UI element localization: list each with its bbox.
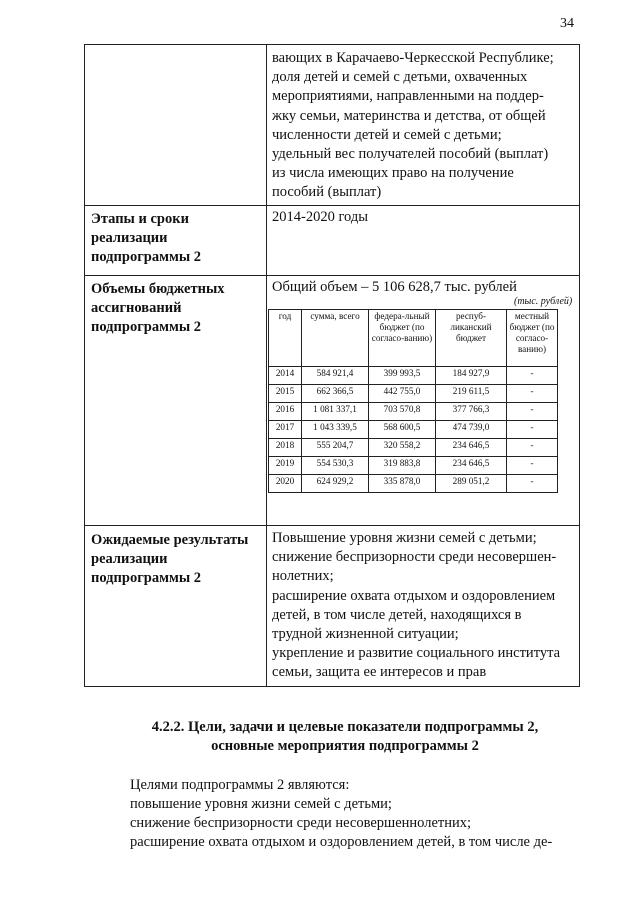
budget-table-header: [269, 310, 558, 367]
text-line: укрепление и развитие социального института: [272, 645, 561, 662]
cell-local: -: [507, 367, 558, 385]
text-line: пособий (выплат): [272, 184, 382, 201]
budget-total: Общий объем – 5 106 628,7 тыс. рублей: [272, 279, 517, 295]
cell-local: -: [507, 421, 558, 439]
budget-label: [91, 280, 261, 338]
text-line: вающих в Карачаево-Черкесской Республике;: [272, 50, 554, 66]
text-line: доля детей и семей с детьми, охваченных: [272, 69, 528, 86]
cell-republic: 474 739,0: [436, 421, 507, 439]
section-heading: [120, 718, 570, 756]
cell-republic: 377 766,3: [436, 403, 507, 421]
text-line: нолетних;: [272, 568, 334, 585]
label-line: подпрограммы 2: [91, 249, 202, 266]
header-republic: респуб-ликанский бюджет: [436, 310, 507, 367]
table-row: [269, 367, 558, 385]
cell-federal: 399 993,5: [369, 367, 436, 385]
cell-year: 2020: [269, 475, 302, 493]
cell-republic: 219 611,5: [436, 385, 507, 403]
cell-republic: 184 927,9: [436, 367, 507, 385]
paragraph-line: повышение уровня жизни семей с детьми;: [130, 796, 392, 812]
cell-total: 624 929,2: [302, 475, 369, 493]
cell-local: -: [507, 475, 558, 493]
continuation-text: [272, 49, 575, 203]
results-label: [91, 531, 261, 589]
cell-republic: 234 646,5: [436, 457, 507, 475]
label-line: Ожидаемые результаты: [91, 532, 249, 548]
column-divider: [266, 45, 267, 686]
text-line: удельный вес получателей пособий (выплат): [272, 146, 549, 163]
cell-year: 2016: [269, 403, 302, 421]
label-line: ассигнований: [91, 300, 182, 317]
table-row: [269, 403, 558, 421]
header-year: год: [269, 310, 302, 367]
text-line: трудной жизненной ситуации;: [272, 626, 459, 643]
label-line: реализации: [91, 230, 168, 247]
label-line: реализации: [91, 551, 168, 568]
header-local: местный бюджет (по согласо-ванию): [507, 310, 558, 367]
cell-federal: 319 883,8: [369, 457, 436, 475]
text-line: Повышение уровня жизни семей с детьми;: [272, 530, 537, 546]
page-number: 34: [560, 16, 574, 31]
cell-local: -: [507, 385, 558, 403]
cell-local: -: [507, 439, 558, 457]
text-line: из числа имеющих право на получение: [272, 165, 514, 182]
text-line: жку семьи, материнства и детства, от общей: [272, 107, 546, 124]
results-text: [272, 529, 575, 683]
label-line: Объемы бюджетных: [91, 281, 225, 297]
header-total: сумма, всего: [302, 310, 369, 367]
header-federal: федера-льный бюджет (по согласо-ванию): [369, 310, 436, 367]
text-line: расширение охвата отдыхом и оздоровлением: [272, 587, 556, 604]
table-row: [269, 421, 558, 439]
cell-total: 662 366,5: [302, 385, 369, 403]
text-line: мероприятиями, направленными на поддер-: [272, 88, 544, 105]
cell-republic: 234 646,5: [436, 439, 507, 457]
row-divider: [85, 525, 579, 526]
passport-table: [84, 44, 580, 687]
paragraph-line: снижение беспризорности среди несовершеннолетних;: [130, 815, 472, 831]
cell-federal: 335 878,0: [369, 475, 436, 493]
table-row: [269, 439, 558, 457]
cell-total: 1 043 339,5: [302, 421, 369, 439]
cell-year: 2017: [269, 421, 302, 439]
text-line: детей, в том числе детей, находящихся в: [272, 606, 522, 623]
cell-year: 2018: [269, 439, 302, 457]
cell-federal: 568 600,5: [369, 421, 436, 439]
cell-federal: 320 558,2: [369, 439, 436, 457]
cell-republic: 289 051,2: [436, 475, 507, 493]
budget-table: [268, 309, 558, 493]
row-divider: [85, 205, 579, 206]
text-line: численности детей и семей с детьми;: [272, 126, 502, 143]
cell-year: 2019: [269, 457, 302, 475]
cell-year: 2015: [269, 385, 302, 403]
label-line: подпрограммы 2: [91, 570, 202, 587]
heading-line: 4.2.2. Цели, задачи и целевые показатели подпрограммы 2,: [151, 719, 539, 735]
stages-value: 2014-2020 годы: [272, 209, 368, 225]
text-line: семьи, защита ее интересов и прав: [272, 664, 487, 681]
cell-federal: 442 755,0: [369, 385, 436, 403]
paragraph-line: расширение охвата отдыхом и оздоровлением детей, в том числе де-: [130, 834, 553, 850]
cell-total: 584 921,4: [302, 367, 369, 385]
cell-total: 555 204,7: [302, 439, 369, 457]
table-row: [269, 385, 558, 403]
cell-federal: 703 570,8: [369, 403, 436, 421]
paragraph-line: Целями подпрограммы 2 являются:: [130, 777, 350, 793]
heading-line: основные мероприятия подпрограммы 2: [211, 738, 479, 754]
table-row: [269, 457, 558, 475]
cell-total: 554 530,3: [302, 457, 369, 475]
cell-year: 2014: [269, 367, 302, 385]
label-line: подпрограммы 2: [91, 319, 202, 336]
stages-label: [91, 210, 261, 268]
budget-units: (тыс. рублей): [514, 296, 573, 307]
cell-local: -: [507, 403, 558, 421]
row-divider: [85, 275, 579, 276]
label-line: Этапы и сроки: [91, 211, 189, 227]
section-paragraph: [130, 776, 580, 852]
table-row: [269, 475, 558, 493]
text-line: снижение беспризорности среди несовершен-: [272, 549, 557, 566]
cell-total: 1 081 337,1: [302, 403, 369, 421]
cell-local: -: [507, 457, 558, 475]
